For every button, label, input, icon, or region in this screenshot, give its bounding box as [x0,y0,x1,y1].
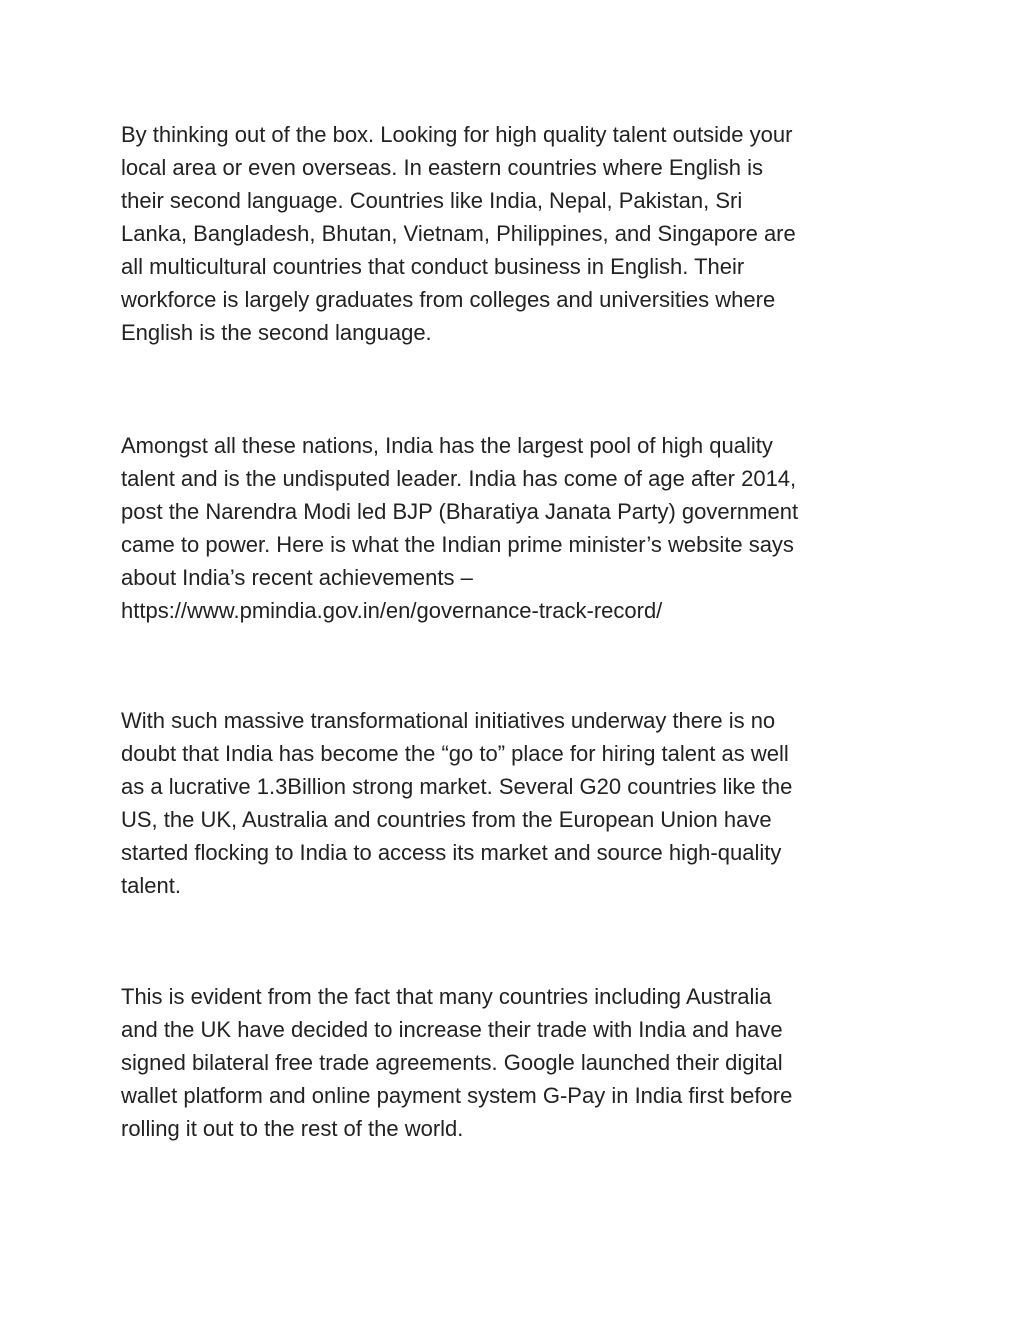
paragraph-3: With such massive transformational initiatives underway there is no doubt that India has become the “go to” place for hiring talent as well as a lucrative 1.3Billion strong market. Several G20 countries like the US, the UK, Australia and countries from the European Union have started flocking to India to access its market and source high-quality talent. [121,708,793,898]
paragraph-2: Amongst all these nations, India has the largest pool of high quality talent and is the undisputed leader. India has come of age after 2014, post the Narendra Modi led BJP (Bharatiya Janata Party) government came to power. Here is what the Indian prime minister’s website says about India’s recent achievements – https://www.pmindia.gov.in/en/governance-track-record/ [121,433,799,623]
paragraph-4: This is evident from the fact that many countries including Australia and the UK have decided to increase their trade with India and have signed bilateral free trade agreements. Google launched their digital wallet platform and online payment system G-Pay in India first before rolling it out to the rest of the world. [121,984,793,1141]
paragraph-1: By thinking out of the box. Looking for high quality talent outside your local area or even overseas. In eastern countries where English is their second language. Countries like India, Nepal, Pakistan, Sri Lanka, Bangladesh, Bhutan, Vietnam, Philippines, and Singapore are all multicultural countries that conduct business in English. Their workforce is largely graduates from colleges and universities where English is the second language. [121,122,796,345]
